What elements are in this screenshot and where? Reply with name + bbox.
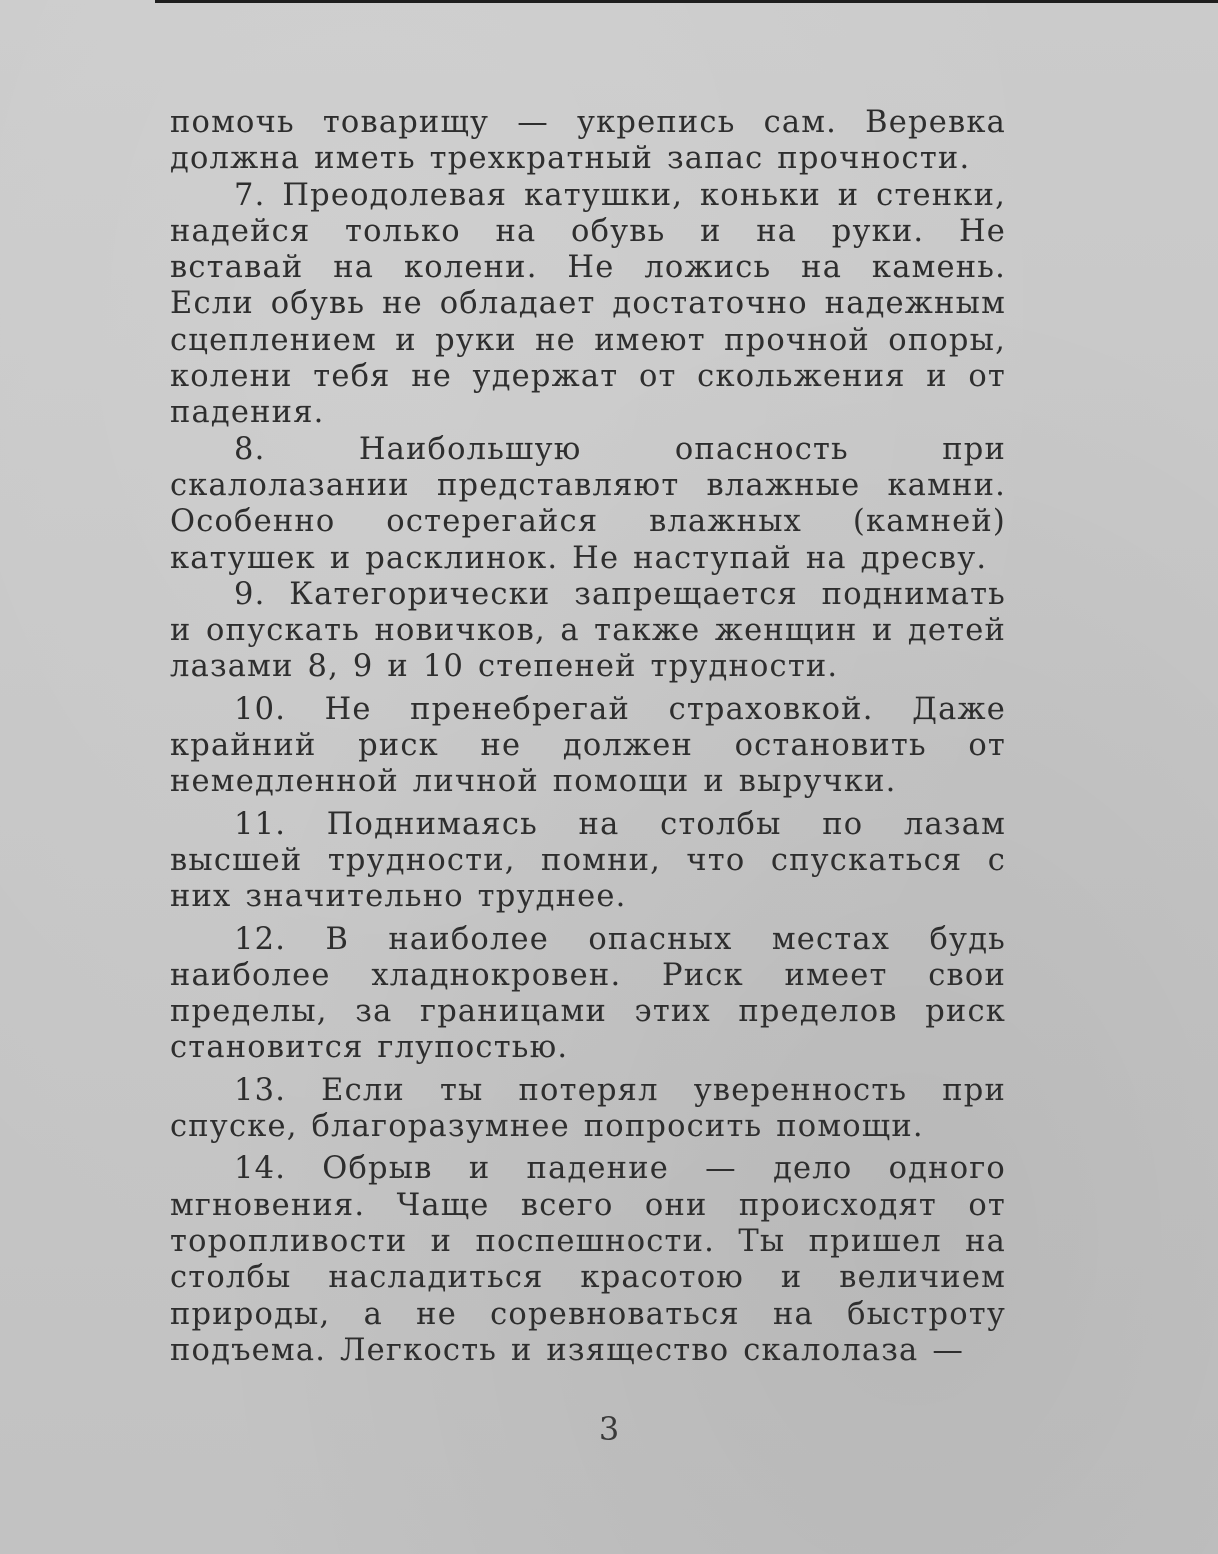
paragraph-rule-10: 10. Не пренебрегай страховкой. Даже крайний риск не должен остановить от немедленной личной помощи и выручки. (170, 691, 1006, 800)
paragraph-rule-8: 8. Наибольшую опасность при скалолазании представляют влажные камни. Особенно остерегайся влажных (камней) катушек и расклинок. Не наступай на дресву. (170, 431, 1006, 576)
paragraph-rule-9: 9. Категорически запрещается поднимать и опускать новичков, а также женщин и детей лазами 8, 9 и 10 степеней трудности. (170, 576, 1006, 685)
paragraph-rule-14: 14. Обрыв и падение — дело одного мгновения. Чаще всего они происходят от торопливости и поспешности. Ты пришел на столбы насладиться красотою и величием природы, а не соревноваться на быстроту подъема. Легкость и изящество скалолаза — (170, 1151, 1006, 1368)
scan-top-edge (155, 0, 1218, 3)
paragraph-rule-12: 12. В наиболее опасных местах будь наиболее хладнокровен. Риск имеет свои пределы, за границами этих пределов риск становится глупостью. (170, 921, 1006, 1066)
paragraph-continuation: помочь товарищу — укрепись сам. Веревка должна иметь трехкратный запас прочности. (170, 105, 1006, 177)
paragraph-rule-7: 7. Преодолевая катушки, коньки и стенки, надейся только на обувь и на руки. Не вставай на колени. Не ложись на камень. Если обувь не обладает достаточно надежным сцеплением и руки не имеют прочной опоры, колени тебя не удержат от скольжения и от падения. (170, 177, 1006, 431)
page-number: 3 (598, 1410, 620, 1448)
paragraph-rule-11: 11. Поднимаясь на столбы по лазам высшей трудности, помни, что спускаться с них значительно труднее. (170, 806, 1006, 915)
body-text (170, 105, 1006, 1369)
paragraph-rule-13: 13. Если ты потерял уверенность при спуске, благоразумнее попросить помощи. (170, 1072, 1006, 1145)
